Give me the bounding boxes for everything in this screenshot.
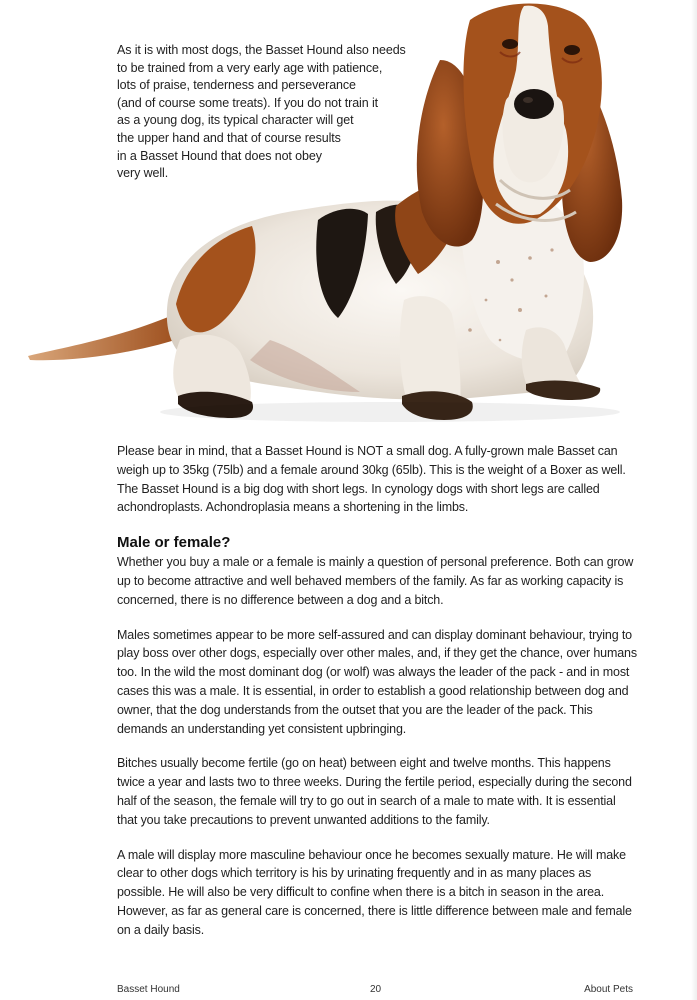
size-paragraph: Please bear in mind, that a Basset Hound is NOT a small dog. A fully-grown male Basset can weigh up to 35kg (75lb) and a female around 30kg (65lb). This is the weight of a Boxer as well. The Basset Hound is a big dog with short legs. In cynology dogs with short legs are called achondroplasts. Achondroplasia means a shortening in the limbs. — [117, 444, 626, 515]
body-text — [117, 442, 637, 956]
choice-paragraph: Whether you buy a male or a female is mainly a question of personal preference. Both can grow up to become attractive and well behaved members of the family. As far as working capacity is concerned, there is no difference between a dog and a bitch. — [117, 555, 634, 607]
section-heading: Male or female? — [117, 534, 231, 552]
bitches-paragraph: Bitches usually become fertile (go on heat) between eight and twelve months. This happens twice a year and lasts two to three weeks. During the fertile period, especially during the second half of the season, the female will try to go out in search of a male to mate with. It is essential that you take precautions to prevent unwanted additions to the family. — [117, 756, 632, 827]
dog-shadow — [160, 402, 620, 422]
intro-line: in a Basset Hound that does not obey — [117, 148, 322, 163]
footer-page-number: 20 — [370, 984, 382, 995]
intro-line: lots of praise, tenderness and perseverance — [117, 78, 356, 93]
dog-right-eye — [564, 45, 580, 55]
dog-front-paw-right — [526, 381, 600, 400]
intro-paragraph — [117, 42, 437, 183]
dog-front-leg-left — [400, 296, 461, 407]
page-footer — [117, 984, 633, 1000]
dog-left-eye — [502, 39, 518, 49]
footer-series-name: About Pets — [584, 984, 633, 995]
intro-line: the upper hand and that of course results — [117, 130, 341, 145]
maturity-paragraph: A male will display more masculine behaviour once he becomes sexually mature. He will make clear to other dogs which territory is his by urinating frequently and in as many places as possible. He will also be very difficult to confine when there is a bitch in season in the area. However, as far as general care is concerned, there is little difference between male and female on a daily basis. — [117, 847, 632, 937]
intro-line: As it is with most dogs, the Basset Hound also needs — [117, 43, 406, 57]
dog-nose — [514, 89, 554, 119]
intro-line: very well. — [117, 166, 169, 181]
males-paragraph: Males sometimes appear to be more self-assured and can display dominant behaviour, trying to play boss over other dogs, especially over other males, and, if they get the chance, over humans too. In the wild the most dominant dog (or wolf) was always the leader of the pack - and in most cases this was a male. It is essential, in order to establish a good relationship between dog and owner, that the dog understands from the outset that you are the leader of the pack. This demands an understanding yet consistent upbringing. — [117, 627, 637, 736]
dog-tail — [28, 312, 188, 360]
intro-line: as a young dog, its typical character will get — [117, 113, 354, 128]
footer-book-title: Basset Hound — [117, 984, 180, 995]
intro-line: to be trained from a very early age with patience, — [117, 60, 383, 75]
intro-line: (and of course some treats). If you do not train it — [117, 95, 379, 110]
